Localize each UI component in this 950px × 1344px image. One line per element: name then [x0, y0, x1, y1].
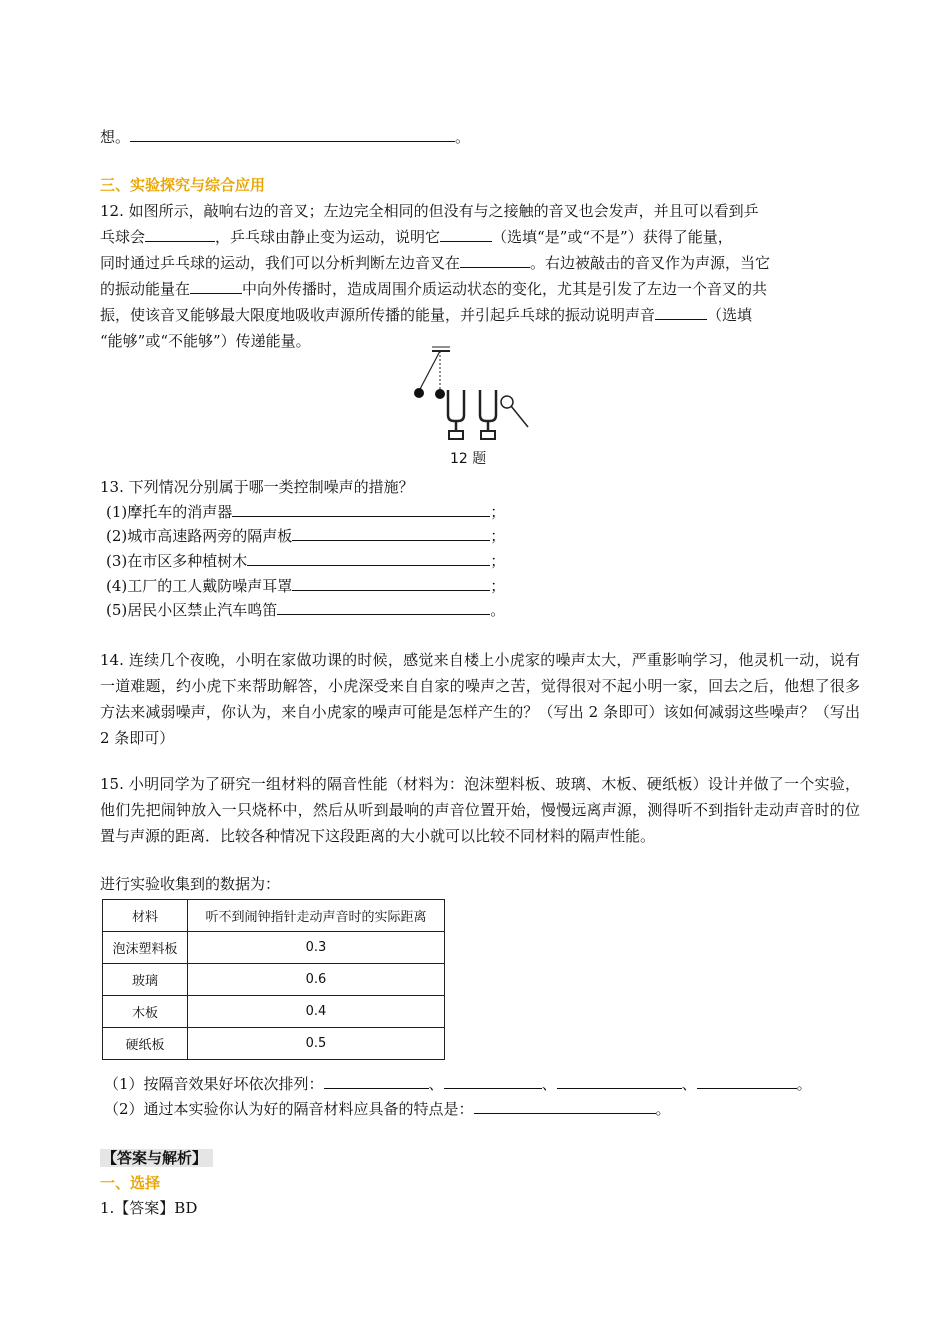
left-tuning-fork	[448, 390, 464, 421]
right-fork-base	[481, 431, 495, 439]
answer-blank[interactable]	[292, 573, 490, 591]
answer-blank[interactable]	[190, 276, 242, 294]
table-header-row	[103, 900, 445, 932]
answer-blank[interactable]	[557, 1071, 682, 1089]
answer-blank[interactable]	[440, 224, 492, 242]
table-cell: 木板	[103, 996, 188, 1028]
q12-line-3: 同时通过乒乓球的运动，我们可以分析判断左边音叉在 。右边被敲击的音叉作为声源，当它	[100, 250, 770, 276]
intro-prefix: 想。	[100, 128, 131, 146]
answer-blank[interactable]	[247, 548, 490, 566]
answer-blank[interactable]	[232, 499, 490, 517]
q14-text: 14. 连续几个夜晚，小明在家做功课的时候，感觉来自楼上小虎家的噪声太大，严重影响学习，他灵机一动，说有一道难题，约小虎下来帮助解答，小虎深受来自自家的噪声之苦，觉得很对不起小明一家，回去之后，他想了很多方法来减弱噪声，你认为，来自小虎家的噪声可能是怎样产生的？（写出 2 条即可）该如何减弱这些噪声？（写出 2 条即可）	[100, 651, 860, 747]
mallet-handle	[511, 406, 528, 427]
answer-blank[interactable]	[474, 1096, 656, 1114]
answer-1: 1.【答案】BD	[100, 1199, 198, 1217]
answer-blank[interactable]	[697, 1071, 797, 1089]
table-header: 材料	[103, 900, 188, 932]
table-cell: 硬纸板	[103, 1028, 188, 1060]
section-heading: 三、实验探究与综合应用	[100, 176, 266, 194]
table-header: 听不到闹钟指针走动声音时的实际距离	[188, 900, 445, 932]
table-cell: 0.3	[188, 932, 445, 964]
q13-item: (2)城市高速路两旁的隔声板 ；	[106, 523, 505, 549]
table-row	[103, 932, 445, 964]
q13-title: 13. 下列情况分别属于哪一类控制噪声的措施？	[100, 478, 414, 496]
table-cell: 0.5	[188, 1028, 445, 1060]
table-row	[103, 1028, 445, 1060]
answer-blank[interactable]	[292, 523, 490, 541]
q12-line-2: 乓球会 ，乒乓球由静止变为运动，说明它 （选填“是”或“不是”）获得了能量，	[100, 224, 733, 250]
answer-blank[interactable]	[655, 302, 707, 320]
left-fork-base	[449, 431, 463, 439]
answer-blank[interactable]	[444, 1071, 542, 1089]
q13-item: (5)居民小区禁止汽车鸣笛 。	[106, 597, 505, 623]
right-tuning-fork	[480, 390, 496, 421]
ping-pong-ball-rest	[435, 389, 445, 399]
tuning-fork-figure	[410, 345, 540, 467]
intro-line	[100, 124, 470, 150]
q15-data-intro: 进行实验收集到的数据为：	[100, 875, 281, 893]
answer-blank[interactable]	[145, 224, 215, 242]
answer-blank[interactable]	[277, 597, 490, 615]
answer-blank[interactable]	[130, 124, 455, 142]
data-table	[102, 899, 445, 1060]
answers-title	[100, 1145, 213, 1171]
answers-title-text: 【答案与解析】	[100, 1149, 213, 1167]
answers-section-heading: 一、选择	[100, 1174, 161, 1192]
q13-item: (3)在市区多种植树木 ；	[106, 548, 505, 574]
q15-sub1: （1）按隔音效果好坏依次排列： 、 、 、 。	[104, 1071, 812, 1097]
intro-suffix: 。	[455, 128, 471, 146]
answer-blank[interactable]	[324, 1071, 429, 1089]
table-cell: 泡沫塑料板	[103, 932, 188, 964]
q12-line-4: 的振动能量在 中向外传播时，造成周围介质运动状态的变化，尤其是引发了左边一个音叉的共	[100, 276, 767, 302]
figure-caption: 12 题	[450, 451, 487, 467]
q12-line-6: “能够”或“不能够”）传递能量。	[100, 332, 311, 350]
q15-sub2: （2）通过本实验你认为好的隔音材料应具备的特点是： 。	[104, 1096, 671, 1122]
table-cell: 玻璃	[103, 964, 188, 996]
q13-item: (4)工厂的工人戴防噪声耳罩 ；	[106, 573, 505, 599]
string	[419, 351, 440, 391]
table-cell: 0.4	[188, 996, 445, 1028]
table-row	[103, 964, 445, 996]
q12-line-1: 12. 如图所示，敲响右边的音叉；左边完全相同的但没有与之接触的音叉也会发声，并且可以看到乒	[100, 202, 759, 220]
q13-item: (1)摩托车的消声器 ；	[106, 499, 505, 525]
ping-pong-ball	[414, 388, 424, 398]
table-row	[103, 996, 445, 1028]
q12-line-5: 振，使该音叉能够最大限度地吸收声源所传播的能量，并引起乒乓球的振动说明声音 （选填	[100, 302, 752, 328]
table-cell: 0.6	[188, 964, 445, 996]
answer-blank[interactable]	[460, 250, 530, 268]
q15-text: 15. 小明同学为了研究一组材料的隔音性能（材料为：泡沫塑料板、玻璃、木板、硬纸板）设计并做了一个实验，他们先把闹钟放入一只烧杯中，然后从听到最响的声音位置开始，慢慢远离声源，测得听不到指针走动声音时的位置与声源的距离．比较各种情况下这段距离的大小就可以比较不同材料的隔声性能。	[100, 775, 860, 845]
